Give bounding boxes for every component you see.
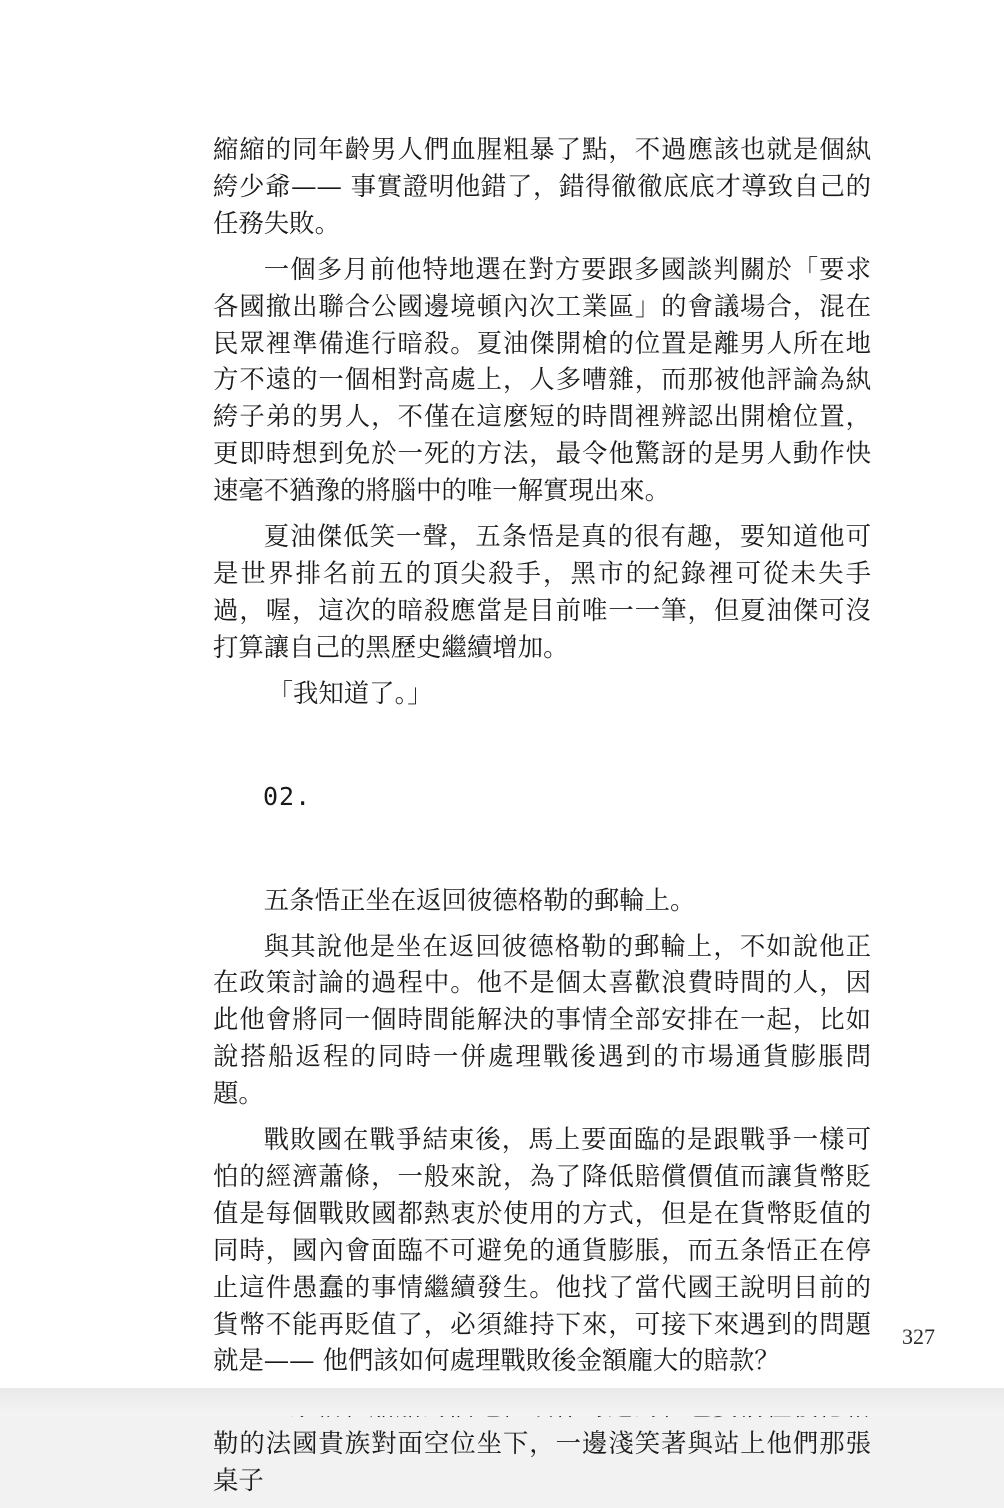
paragraph-4: 五条悟正坐在返回彼德格勒的郵輪上。 (263, 884, 696, 915)
paragraph-6: 戰敗國在戰爭結束後，馬上要面臨的是跟戰爭一樣可怕的經濟蕭條，一般來說，為了降低賠償價值而讓貨幣貶值是每個戰敗國都熱衷於使用的方式，但是在貨幣貶值的同時，國內會面臨不可避免的通貨膨脹，而五条悟正在停止這件愚蠢的事情繼續發生。他找了當代國王說明目前的貨幣不能再貶值了，必須維持下來，可接下來遇到的問題就是—— 他們該如何處理戰敗後金額龐大的賠款？ (213, 1124, 871, 1376)
paragraph-1: 縮縮的同年齡男人們血腥粗暴了點，不過應該也就是個紈絝少爺—— 事實證明他錯了，錯得徹徹底底才導致自己的任務失敗。 (213, 134, 871, 238)
page-bottom-edge (0, 1388, 1004, 1416)
paragraph-3: 夏油傑低笑一聲，五条悟是真的很有趣，要知道他可是世界排名前五的頂尖殺手，黑市的紀錄裡可從未失手過，喔，這次的暗殺應當是目前唯一一筆，但夏油傑可沒打算讓自己的黑歷史繼續增加。 (213, 521, 871, 662)
dialogue-line: 「我知道了。」 (267, 677, 433, 708)
paragraph-5: 與其說他是坐在返回彼德格勒的郵輪上，不如說他正在政策討論的過程中。他不是個太喜歡浪費時間的人，因此他會將同一個時間能解決的事情全部安排在一起，比如說搭船返程的同時一併處理戰後遇到的市場通貨膨脹問題。 (213, 930, 871, 1109)
page-number: 327 (902, 1324, 935, 1349)
paragraph-7: 勒的法國貴族對面空位坐下，一邊淺笑著與站上他們那張桌子 (213, 1428, 871, 1496)
section-heading: 02. (263, 781, 312, 811)
paragraph-2: 一個多月前他特地選在對方要跟多國談判關於「要求各國撤出聯合公國邊境頓內次工業區」的會議場合，混在民眾裡準備進行暗殺。夏油傑開槍的位置是離男人所在地方不遠的一個相對高處上，人多嘈雜，而那被他評論為紈絝子弟的男人，不僅在這麼短的時間裡辨認出開槍位置，更即時想到免於一死的方法，最令他驚訝的是男人動作快速毫不猶豫的將腦中的唯一解實現出來。 (213, 253, 871, 506)
body-text (213, 131, 871, 1508)
